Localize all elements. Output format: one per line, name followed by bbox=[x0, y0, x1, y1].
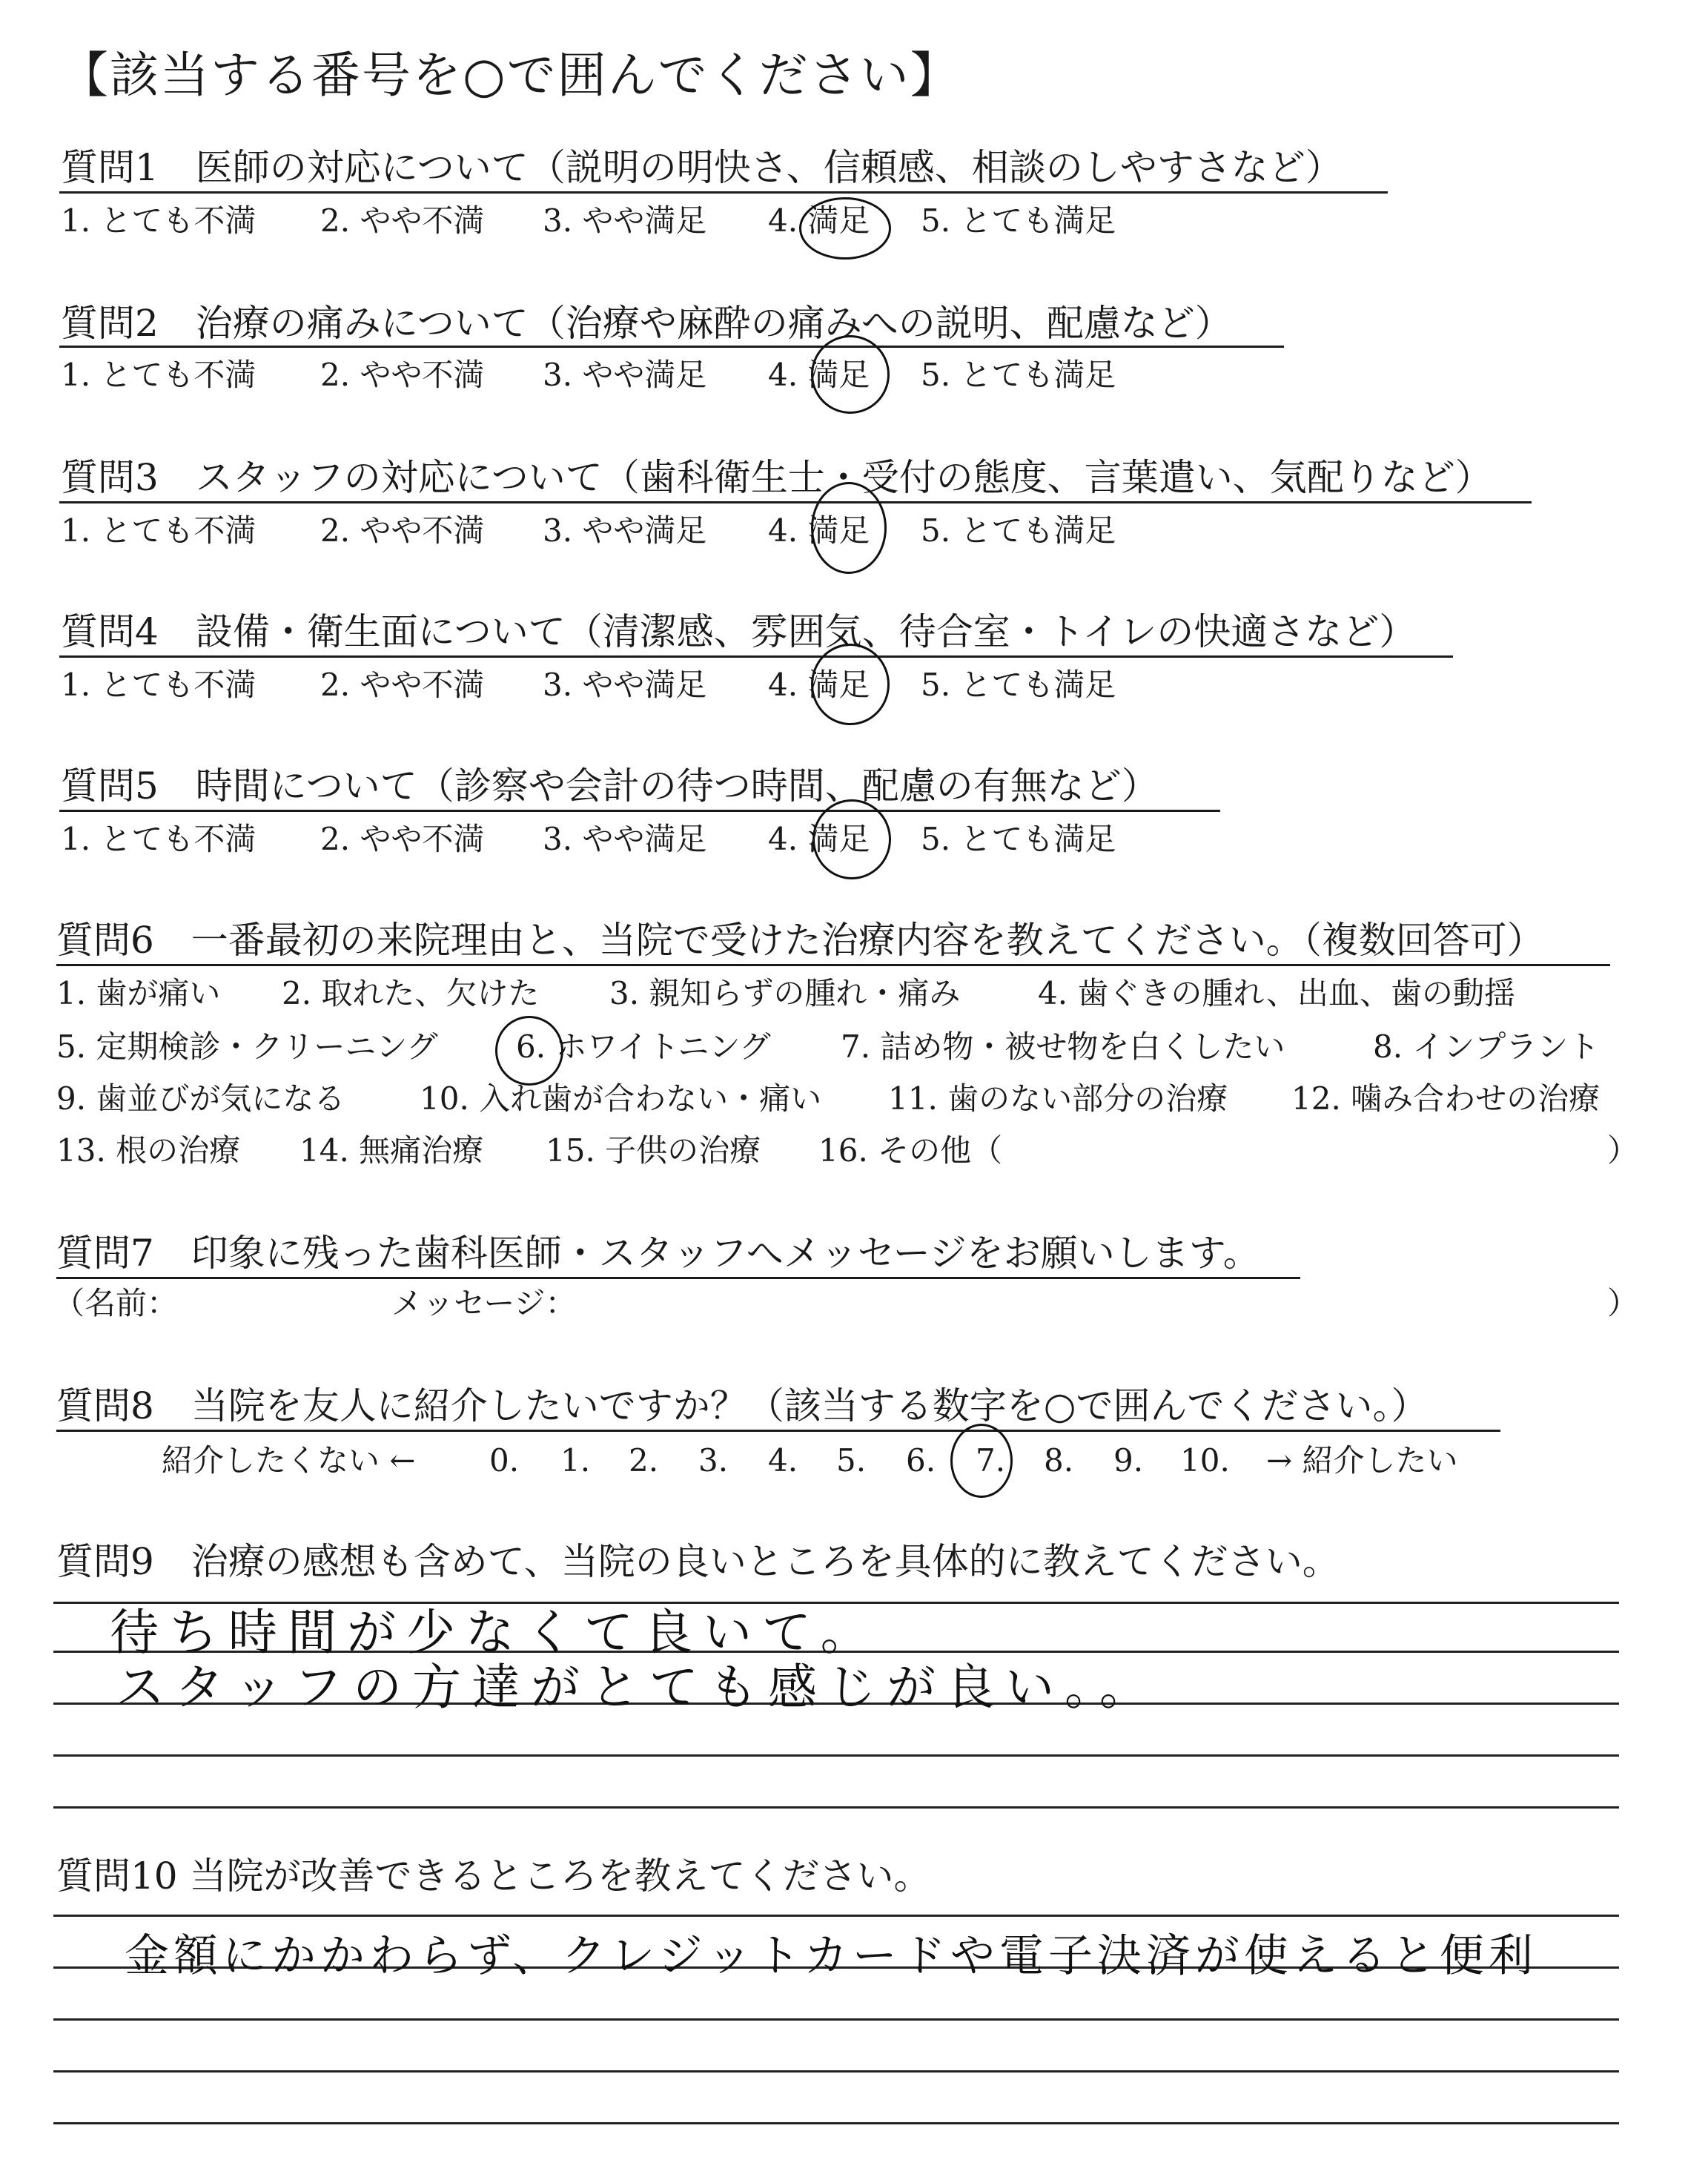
q6-option-5[interactable]: 5. 定期検診・クリーニング bbox=[56, 1028, 438, 1065]
q6-option-16[interactable]: 16. その他（ bbox=[818, 1132, 1003, 1169]
q6-option-9[interactable]: 9. 歯並びが気になる bbox=[56, 1080, 345, 1117]
q3-option-5[interactable]: 5. とても満足 bbox=[921, 512, 1116, 549]
question-1-label: 質問1 医師の対応について（説明の明快さ、信頼感、相談のしやすさなど） bbox=[61, 146, 1343, 189]
question-4-label: 質問4 設備・衛生面について（清潔感、雰囲気、待合室・トイレの快適さなど） bbox=[61, 610, 1417, 653]
form-title: 【該当する番号を○で囲んでください】 bbox=[59, 47, 961, 104]
q6-option-15[interactable]: 15. 子供の治療 bbox=[546, 1132, 761, 1169]
q3-option-1[interactable]: 1. とても不満 bbox=[61, 512, 256, 549]
q4-option-5[interactable]: 5. とても満足 bbox=[921, 667, 1116, 703]
q6-option-6[interactable]: 6. ホワイトニング bbox=[516, 1028, 771, 1065]
question-2-label: 質問2 治療の痛みについて（治療や麻酔の痛みへの説明、配慮など） bbox=[61, 302, 1232, 345]
q8-scale-2[interactable]: 2. bbox=[629, 1442, 659, 1479]
question-3-label: 質問3 スタッフの対応について（歯科衛生士・受付の態度、言葉遣い、気配りなど） bbox=[61, 456, 1492, 499]
question-5-underline bbox=[59, 810, 1220, 812]
q8-scale-right-label: → 紹介したい bbox=[1266, 1442, 1458, 1479]
question-7-label: 質問7 印象に残った歯科医師・スタッフへメッセージをお願いします。 bbox=[56, 1232, 1260, 1275]
q6-option-2[interactable]: 2. 取れた、欠けた bbox=[282, 975, 540, 1011]
q8-scale-7[interactable]: 7. bbox=[976, 1442, 1006, 1479]
q8-scale-5[interactable]: 5. bbox=[836, 1442, 867, 1479]
q2-option-3[interactable]: 3. やや満足 bbox=[543, 357, 707, 393]
q9-answer-line-4 bbox=[53, 1754, 1619, 1757]
q7-close-paren: ） bbox=[1607, 1285, 1639, 1321]
q6-option-7[interactable]: 7. 詰め物・被せ物を白くしたい bbox=[841, 1028, 1285, 1065]
q1-option-3[interactable]: 3. やや満足 bbox=[543, 202, 707, 239]
q8-scale-8[interactable]: 8. bbox=[1044, 1442, 1074, 1479]
q1-option-1[interactable]: 1. とても不満 bbox=[61, 202, 256, 239]
q2-option-5[interactable]: 5. とても満足 bbox=[921, 357, 1116, 393]
question-7-underline bbox=[56, 1277, 1300, 1279]
q5-option-5[interactable]: 5. とても満足 bbox=[921, 821, 1116, 857]
q9-handwritten-line-1: 待ち時間が少なくて良いて。 bbox=[110, 1604, 880, 1661]
q2-option-2[interactable]: 2. やや不満 bbox=[320, 357, 485, 393]
question-6-underline bbox=[56, 964, 1610, 966]
q6-option-12[interactable]: 12. 噛み合わせの治療 bbox=[1291, 1080, 1601, 1117]
question-1-underline bbox=[59, 191, 1388, 194]
q6-option-13[interactable]: 13. 根の治療 bbox=[56, 1132, 241, 1169]
q6-option-3[interactable]: 3. 親知らずの腫れ・痛み bbox=[609, 975, 961, 1011]
question-3-underline bbox=[59, 501, 1532, 503]
q1-option-5[interactable]: 5. とても満足 bbox=[921, 202, 1116, 239]
q6-option-14[interactable]: 14. 無痛治療 bbox=[299, 1132, 484, 1169]
q10-answer-line-1 bbox=[53, 1915, 1619, 1917]
q2-option-4[interactable]: 4. 満足 bbox=[768, 357, 870, 393]
q8-scale-9[interactable]: 9. bbox=[1113, 1442, 1144, 1479]
q4-option-1[interactable]: 1. とても不満 bbox=[61, 667, 256, 703]
q5-option-2[interactable]: 2. やや不満 bbox=[320, 821, 485, 857]
q1-option-4[interactable]: 4. 満足 bbox=[768, 202, 870, 239]
q2-option-1[interactable]: 1. とても不満 bbox=[61, 357, 256, 393]
question-10-label: 質問10 当院が改善できるところを教えてください。 bbox=[56, 1855, 931, 1898]
q8-scale-10[interactable]: 10. bbox=[1180, 1442, 1230, 1479]
q6-option-8[interactable]: 8. インプラント bbox=[1373, 1028, 1600, 1065]
q6-option-11[interactable]: 11. 歯のない部分の治療 bbox=[888, 1080, 1228, 1117]
q8-scale-0[interactable]: 0. bbox=[489, 1442, 520, 1479]
q8-scale-4[interactable]: 4. bbox=[768, 1442, 798, 1479]
question-8-label: 質問8 当院を友人に紹介したいですか？（該当する数字を○で囲んでください。） bbox=[56, 1384, 1429, 1427]
question-4-underline bbox=[59, 655, 1453, 658]
q1-option-2[interactable]: 2. やや不満 bbox=[320, 202, 485, 239]
q9-answer-line-5 bbox=[53, 1806, 1619, 1809]
q6-option-4[interactable]: 4. 歯ぐきの腫れ、出血、歯の動揺 bbox=[1038, 975, 1515, 1011]
q8-scale-6[interactable]: 6. bbox=[906, 1442, 936, 1479]
question-5-label: 質問5 時間について（診察や会計の待つ時間、配慮の有無など） bbox=[61, 764, 1159, 807]
q6-option-10[interactable]: 10. 入れ歯が合わない・痛い bbox=[420, 1080, 822, 1117]
q7-name-label: （名前： bbox=[53, 1285, 179, 1321]
q5-option-4[interactable]: 4. 満足 bbox=[768, 821, 870, 857]
q7-message-label: メッセージ： bbox=[391, 1285, 577, 1321]
q3-option-4[interactable]: 4. 満足 bbox=[768, 512, 870, 549]
q4-option-3[interactable]: 3. やや満足 bbox=[543, 667, 707, 703]
q8-scale-3[interactable]: 3. bbox=[698, 1442, 729, 1479]
question-8-underline bbox=[56, 1430, 1500, 1432]
q6-option-1[interactable]: 1. 歯が痛い bbox=[56, 975, 221, 1011]
q6-other-close-paren: ） bbox=[1607, 1132, 1639, 1169]
question-2-underline bbox=[59, 346, 1284, 348]
question-9-label: 質問9 治療の感想も含めて、当院の良いところを具体的に教えてください。 bbox=[56, 1540, 1340, 1583]
q8-scale-left-label: 紹介したくない ← bbox=[162, 1442, 416, 1479]
q3-option-3[interactable]: 3. やや満足 bbox=[543, 512, 707, 549]
q10-answer-line-3 bbox=[53, 2018, 1619, 2021]
q10-answer-line-4 bbox=[53, 2070, 1619, 2073]
q8-scale-1[interactable]: 1. bbox=[560, 1442, 591, 1479]
q4-option-2[interactable]: 2. やや不満 bbox=[320, 667, 485, 703]
q10-answer-line-5 bbox=[53, 2122, 1619, 2124]
q9-handwritten-line-2: スタッフの方達がとても感じが良い。。 bbox=[116, 1659, 1159, 1716]
q4-option-4[interactable]: 4. 満足 bbox=[768, 667, 870, 703]
q10-handwritten-line-1: 金額にかかわらず、クレジットカードや電子決済が使えると便利 bbox=[125, 1930, 1537, 1982]
question-6-label: 質問6 一番最初の来院理由と、当院で受けた治療内容を教えてください。（複数回答可） bbox=[56, 919, 1544, 962]
q3-option-2[interactable]: 2. やや不満 bbox=[320, 512, 485, 549]
q5-option-1[interactable]: 1. とても不満 bbox=[61, 821, 256, 857]
q5-option-3[interactable]: 3. やや満足 bbox=[543, 821, 707, 857]
